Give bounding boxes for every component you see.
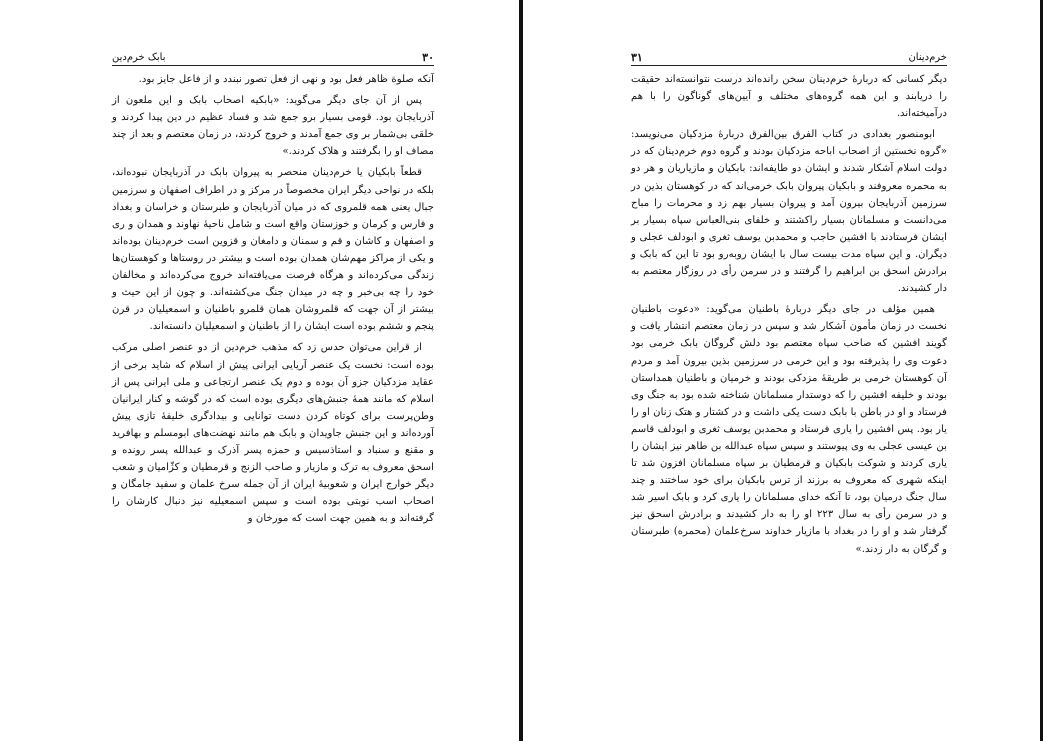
left-page-body: [112, 71, 434, 531]
right-page-number: ۳۱: [631, 51, 643, 64]
paragraph: قطعاً بابکیان یا خرم‌دینان منحصر به پیروان بابک در آذربایجان نبوده‌اند، بلکه در نواحی دیگر ایران مخصوصاً در مرکز و در اطراف اصفهان و سرزمین جبال یعنی همه قلمروی که در میان آذربایجان و طبرستان و خراسان و بغداد و فارس و کرمان و خوزستان واقع است و شامل ناحیهٔ نهاوند و همدان و ری و اصفهان و کاشان و قم و سمنان و دامغان و قزوین است خرم‌دینان بوده‌اند و یکی از مراکز مهم‌شان همدان بوده است و بیشتر در روستاها و کوهستان‌ها زندگی می‌کرده‌اند و هرگاه فرصت می‌یافته‌اند خروج می‌کرده‌اند و مخالفان خود را چه بی‌خبر و چه در میدان جنگ می‌کشته‌اند. و چون از این حیث و بیشتر از آن جهت که قلمروشان همان قلمرو باطنیان و اسمعیلیان در قرن پنجم و ششم بوده است ایشان را از باطنیان و اسمعیلیان دانسته‌اند.: [112, 167, 434, 333]
right-page-body: [631, 71, 947, 562]
right-page: [523, 0, 1043, 741]
paragraph: ابومنصور بغدادی در کتاب الفرق بین‌الفرق دربارهٔ مزدکیان می‌نویسد: «گروه نخستین از اصحاب اباحه مزدکیان بودند و گروه دوم خرم‌دینان که در دولت اسلام آشکار شدند و ایشان دو طایفه‌اند: بابکیان و مازیاریان و هر دو به محمره معروفند و بابکیان پیروان بابک خرمی‌اند که در کوهستان بذین در سرزمین آذربایجان بیرون آمد و پیروان بسیار بهم زد و محرمات را مباح می‌دانست و مسلمانان بسیار راکشتند و خلفای بنی‌العباس سپاه بسیار بر ایشان فرستادند با افشین حاجب و محمدبن یوسف ثغری و ابودلف عجلی و دیگران. و این سپاه مدت بیست سال با ایشان روبه‌رو بود تا این که بابک و برادرش اسحق بن ابراهیم را گرفتند و در سرمن رأی در روزگار معتصم به دار کشیدند.: [631, 129, 947, 295]
left-page-header: [112, 50, 434, 66]
paragraph: پس از آن جای دیگر می‌گوید: «بابکیه اصحاب بابک و این ملعون از آذربایجان بود. قومی بسیار برو جمع شد و فساد عظیم در دین پیدا کردند و خلقی بی‌شمار بر وی جمع آمدند و خروج کردند، در زمان معتصم و بعد از چند مصاف او را بگرفتند و هلاک کردند.»: [112, 95, 434, 158]
paragraph: آنکه صلوة ظاهر فعل بود و نهی از فعل تصور نبندد و از فاعل جایز بود.: [138, 74, 434, 85]
right-page-header: [631, 50, 947, 66]
right-running-title: خرم‌دینان: [908, 52, 947, 63]
left-page-number: ۳۰: [422, 51, 434, 64]
left-running-title: بابک خرم‌دین: [112, 52, 166, 63]
paragraph: از قراین می‌توان حدس زد که مذهب خرم‌دین از دو عنصر اصلی مرکب بوده است: نخست یک عنصر آریایی ایرانی پیش از اسلام که شاید برخی از عقاید مزدکیان جزو آن بوده و دوم یک عنصر ارتجاعی و ملی ایرانی پس از اسلام که مانند همهٔ جنبش‌های دیگری بوده است که در گوشه و کنار ایرانیان وطن‌پرست برای کوتاه کردن دست توانایی و بیدادگری خلیفهٔ تازی پیش آورده‌اند و این جنبش جاویدان و بابک هم مانند نهضت‌های ابومسلم و بهافرید و مقنع و سنباد و استاذسیس و حمزه پسر آذرک و عبدالله پسر رونده و اسحق معروف به ترک و مازیار و صاحب الزنج و قرمطیان و کژّامیان و شعب دیگر خوارج ایران و شعوبیهٔ ایران از آن جمله سرخ علمان و سفید جامگان و اصحاب اسب نوبتی بوده است و سپس اسمعیلیه نیز دنبال کارشان را گرفته‌اند و به همین جهت است که مورخان و: [112, 342, 434, 525]
paragraph: دیگر کسانی که دربارهٔ خرم‌دینان سخن رانده‌اند درست نتوانسته‌اند حقیقت را دریابند و این همه گروه‌های مختلف و آیین‌های گوناگون را با هم درآمیخته‌اند.: [631, 74, 947, 120]
paragraph: همین مؤلف در جای دیگر دربارهٔ باطنیان می‌گوید: «دعوت باطنیان نخست در زمان مأمون آشکار شد و سپس در زمان معتصم انتشار یافت و گویند افشین که صاحب سپاه معتصم بود دلش گروگان بابک خرمی بود دعوت وی را پذیرفته بود و این خرمی در سرزمین بذین بیرون آمد و مردم آن کوهستان خرمی بر طریقهٔ مزدکی بودند و خرمیان و باطنیان همداستان بودند و خلیفه افشین را که دوستدار مسلمانان شناخته شده بود به جنگ وی فرستاد و او در باطن با بابک دست یکی داشت و در کشتار و هتک زنان او را یار بود. پس افشین را یاری فرستاد و محمدبن یوسف ثغری و ابودلف قاسم بن عیسی عجلی به وی پیوستند و سپس سپاه عبدالله بن طاهر نیز ایشان را یاری کردند و شوکت بابکیان و قرمطیان بر سپاه مسلمانان افزون شد تا اینکه شهری که معروف به برزند از ترس بابکیان برای خود ساختند و چند سال جنگ درمیان بود، تا آنکه خدای مسلمانان را یاری کرد و بابک اسیر شد و در سرمن رأی به سال ۲۲۳ او را به دار کشیدند و برادرش اسحق نیز گرفتار شد و او را در بغداد با مازیار خداوند سرخ‌علمان (محمره) طبرستان و گرگان به دار زدند.»: [631, 304, 947, 555]
left-page: [0, 0, 521, 741]
